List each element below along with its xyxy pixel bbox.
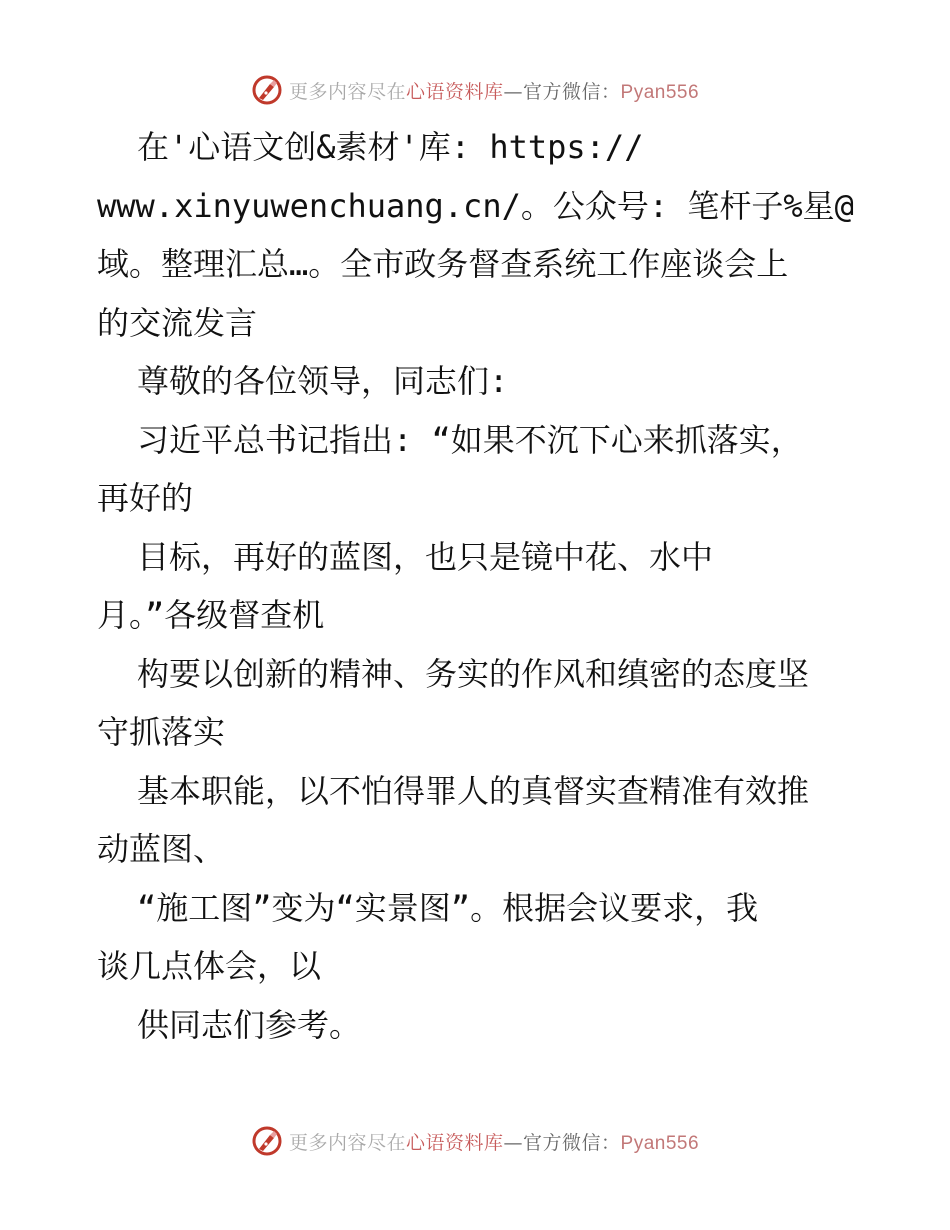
text-line: 习近平总书记指出: “如果不沉下心来抓落实， (137, 420, 803, 459)
banner-brand: 心语资料库 (405, 1131, 504, 1154)
text-line: 供同志们参考。 (137, 1005, 362, 1044)
header-watermark-banner (0, 70, 950, 110)
banner-brand: 心语资料库 (405, 80, 504, 103)
text-line: 尊敬的各位领导，同志们: (137, 362, 509, 400)
banner-account: Pyan556 (620, 1132, 700, 1154)
banner-prefix: 更多内容尽在 (288, 80, 406, 103)
document-body (97, 118, 857, 1054)
banner-account: Pyan556 (620, 81, 700, 103)
text-line: 月。”各级督查机 (97, 596, 325, 634)
text-line: 域。整理汇总…。全市政务督查系统工作座谈会上 (97, 245, 789, 283)
text-line: 基本职能，以不怕得罪人的真督实查精准有效推 (137, 771, 810, 810)
banner-text (289, 77, 699, 104)
pen-nib-logo-icon (251, 1125, 283, 1157)
text-line: 构要以创新的精神、务实的作风和缜密的态度坚 (137, 654, 810, 693)
banner-middle: 官方微信： (523, 80, 621, 103)
banner-text (289, 1128, 699, 1155)
text-line: 谈几点体会，以 (97, 947, 322, 985)
text-line: 动蓝图、 (97, 830, 226, 868)
text-line: 再好的 (97, 479, 194, 517)
text-line: www.xinyuwenchuang.cn/。公众号: 笔杆子%星@ (97, 186, 854, 225)
footer-watermark-banner (0, 1121, 950, 1161)
text-line: “施工图”变为“实景图”。根据会议要求，我 (137, 888, 759, 927)
banner-prefix: 更多内容尽在 (288, 1131, 406, 1154)
text-line: 守抓落实 (97, 713, 226, 751)
text-line: 在'心语文创&素材'库: https:// (137, 128, 644, 166)
text-line: 目标，再好的蓝图，也只是镜中花、水中 (137, 537, 714, 576)
banner-middle: 官方微信： (523, 1131, 621, 1154)
banner-dash: — (503, 1131, 523, 1154)
pen-nib-logo-icon (251, 74, 283, 106)
text-line: 的交流发言 (97, 303, 258, 342)
banner-dash: — (503, 80, 523, 103)
